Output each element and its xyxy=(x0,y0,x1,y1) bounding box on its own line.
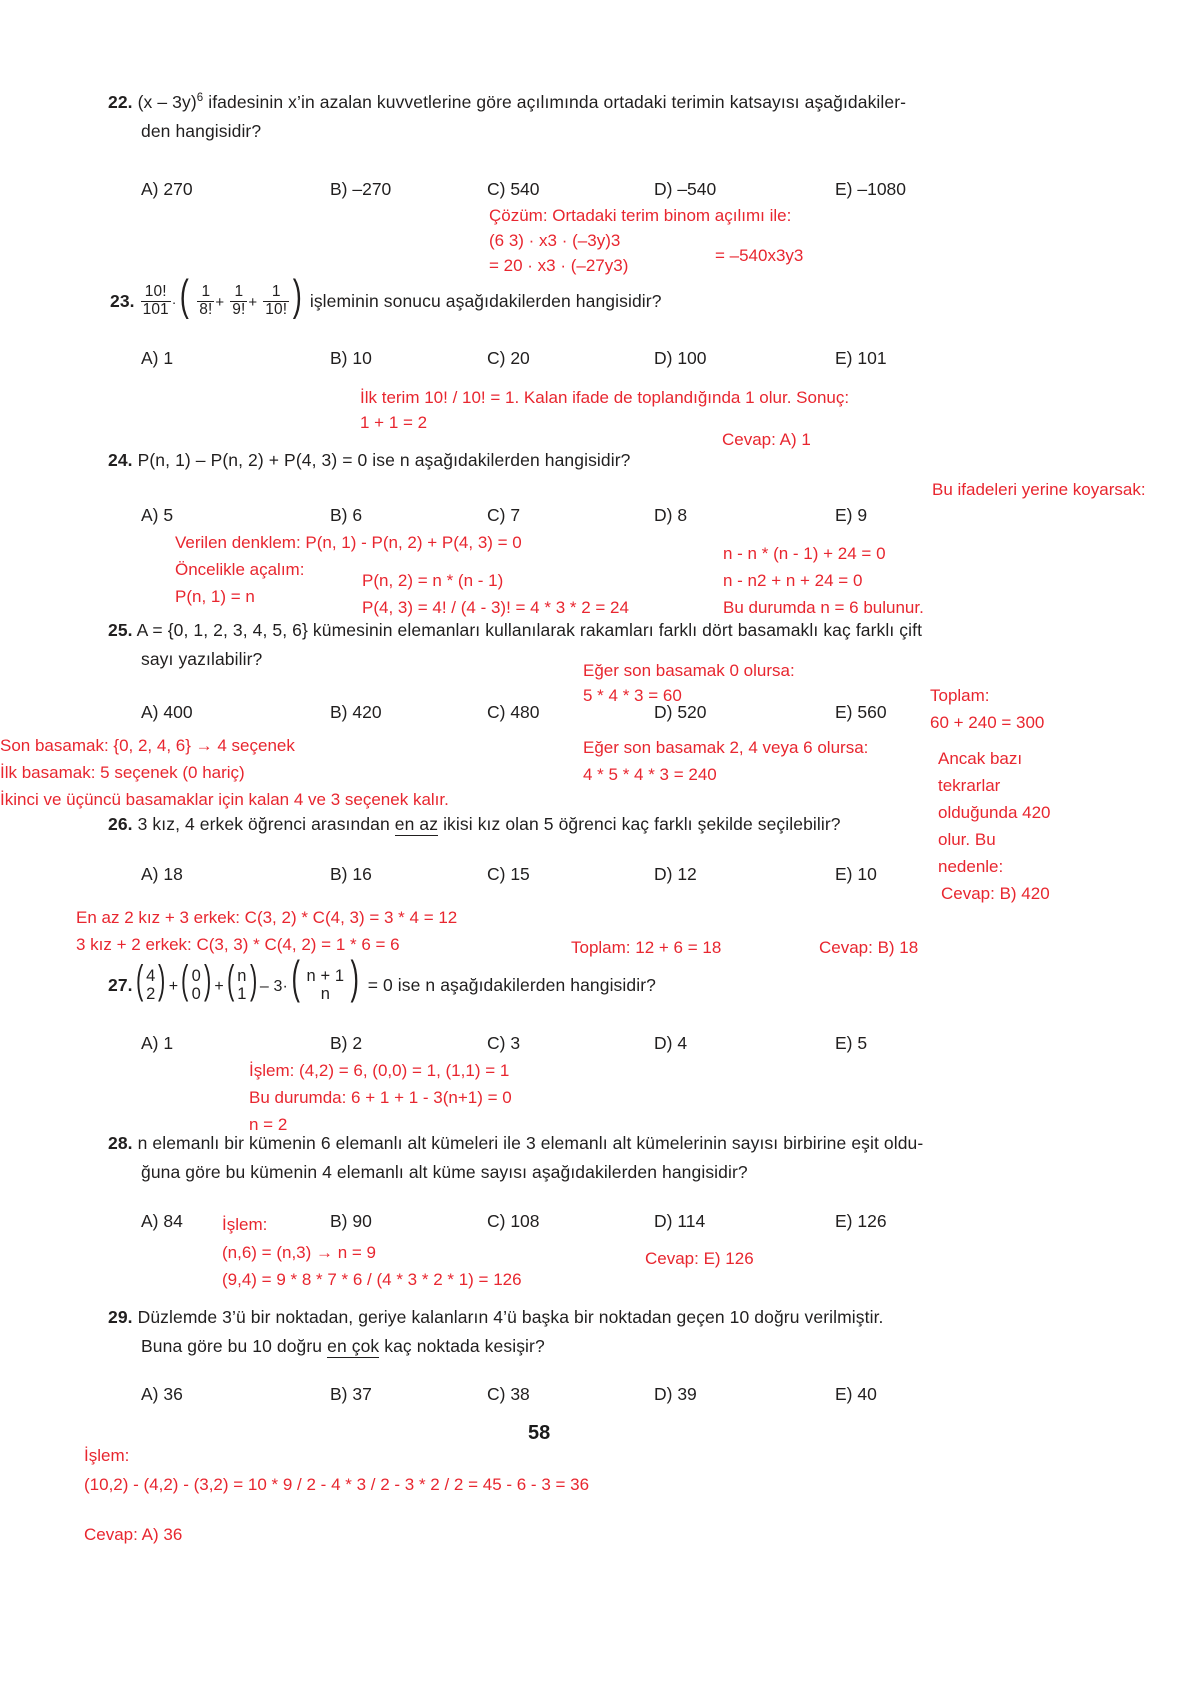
note-q24-line2: Öncelikle açalım: xyxy=(175,560,305,579)
note-q25-line1: Son basamak: {0, 2, 4, 6} → 4 seçenek xyxy=(0,736,295,755)
q27-binom-1-bottom: 2 xyxy=(146,985,156,1004)
option-22-a[interactable]: A) 270 xyxy=(141,179,193,199)
option-28-e[interactable]: E) 126 xyxy=(835,1211,887,1231)
option-29-d[interactable]: D) 39 xyxy=(654,1384,697,1404)
question-28-text-line2: ğuna göre bu kümenin 4 elemanlı alt küme sayısı aşağıdakilerden hangisidir? xyxy=(141,1162,748,1182)
q27-binom-4-bottom: n xyxy=(320,985,330,1004)
option-26-b[interactable]: B) 16 xyxy=(330,864,372,884)
question-29-emphasis: en çok xyxy=(327,1336,380,1356)
option-22-d[interactable]: D) –540 xyxy=(654,179,717,199)
q23-tail-text: işleminin sonucu aşağıdakilerden hangisidir? xyxy=(304,290,662,311)
q27-op-2: + xyxy=(214,978,224,996)
option-23-b[interactable]: B) 10 xyxy=(330,348,372,368)
option-26-e[interactable]: E) 10 xyxy=(835,864,877,884)
q23-dot-operator: · xyxy=(171,293,177,310)
question-29-text-line1: Düzlemde 3’ü bir noktadan, geriye kalanların 4’ü başka bir noktadan geçen 10 doğru verilmiştir. xyxy=(137,1307,884,1327)
note-q24-right4: Bu durumda n = 6 bulunur. xyxy=(723,598,924,617)
q27-binom-3 xyxy=(237,967,246,1004)
note-q23-line2: 1 + 1 = 2 xyxy=(360,413,428,432)
q27-binom-3-bottom: 1 xyxy=(237,985,247,1004)
option-25-d[interactable]: D) 520 xyxy=(654,702,707,722)
note-q29-answer: Cevap: A) 36 xyxy=(84,1525,183,1544)
note-q25-line3: İkinci ve üçüncü basamaklar için kalan 4 ve 3 seçenek kalır. xyxy=(0,790,449,809)
question-25 xyxy=(108,616,1028,644)
option-28-d[interactable]: D) 114 xyxy=(654,1211,706,1231)
note-q24-right1: Bu ifadeleri yerine koyarsak: xyxy=(932,480,1146,499)
option-29-c[interactable]: C) 38 xyxy=(487,1384,530,1404)
note-q22-line4: = –540x3y3 xyxy=(715,246,804,265)
q27-binom-2-top: 0 xyxy=(191,967,201,985)
question-29-text-b: kaç noktada kesişir? xyxy=(379,1336,545,1356)
note-q24-line3: P(n, 1) = n xyxy=(175,587,255,606)
q23-term-3-den: 10! xyxy=(265,300,288,318)
question-27: 27.( 4 2 ) +( 0 0 ) +( n 1 ) – 3·( n + 1 n ) = 0 ise n aşağıdakilerden hangisidir? xyxy=(108,951,656,1004)
option-27-b[interactable]: B) 2 xyxy=(330,1033,363,1053)
q27-binom-2-bottom: 0 xyxy=(191,985,201,1004)
note-q23-line1: İlk terim 10! / 10! = 1. Kalan ifade de toplandığında 1 olur. Sonuç: xyxy=(360,388,850,407)
note-q24-right2: n - n * (n - 1) + 24 = 0 xyxy=(723,544,886,563)
question-26-number: 26. xyxy=(108,814,133,834)
note-q29-label: İşlem: xyxy=(84,1446,130,1465)
question-22-text-line2: den hangisidir? xyxy=(141,121,262,141)
question-22-number: 22. xyxy=(108,92,133,112)
question-28-number: 28. xyxy=(108,1133,133,1153)
question-22-options xyxy=(0,179,1180,201)
question-24-text: P(n, 1) – P(n, 2) + P(4, 3) = 0 ise n aşağıdakilerden hangisidir? xyxy=(137,450,631,470)
question-29-text-a: Buna göre bu 10 doğru xyxy=(141,1336,328,1356)
note-q28-line3: (9,4) = 9 * 8 * 7 * 6 / (4 * 3 * 2 * 1) = 126 xyxy=(222,1270,522,1289)
option-25-e[interactable]: E) 560 xyxy=(835,702,887,722)
option-27-d[interactable]: D) 4 xyxy=(654,1033,688,1053)
question-22 xyxy=(108,88,1013,116)
option-23-a[interactable]: A) 1 xyxy=(141,348,174,368)
q23-term-2-num: 1 xyxy=(234,283,244,300)
note-q26-answer: Cevap: B) 18 xyxy=(819,938,919,957)
option-24-b[interactable]: B) 6 xyxy=(330,505,363,525)
q27-binom-1 xyxy=(146,967,155,1004)
q23-term-3 xyxy=(263,284,289,318)
question-26-emphasis: en az xyxy=(394,814,439,834)
q27-binom-3-top: n xyxy=(237,967,247,985)
question-24-options xyxy=(0,505,1180,527)
note-q27-line1: İşlem: (4,2) = 6, (0,0) = 1, (1,1) = 1 xyxy=(249,1061,510,1080)
question-28-text-line1: n elemanlı bir kümenin 6 elemanlı alt kümeleri ile 3 elemanlı alt kümelerinin sayısı birbirine eşit oldu- xyxy=(137,1133,924,1153)
q22-stem: ifadesinin x’in azalan kuvvetlerine göre açılımında ortadaki terimin katsayısı aşağıdakiler- xyxy=(203,92,907,112)
question-23: 23. $\frac{10!}{101}$ ·( $\frac{1}{8!}$ + $\frac{1}{9!}$ + $\frac{1}{10!}$ ) işleminin sonucu aşağıdakilerden hangisidir? xyxy=(110,270,662,320)
option-23-d[interactable]: D) 100 xyxy=(654,348,707,368)
option-24-a[interactable]: A) 5 xyxy=(141,505,174,525)
note-q27-line2: Bu durumda: 6 + 1 + 1 - 3(n+1) = 0 xyxy=(249,1088,512,1107)
note-q29-line2: (10,2) - (4,2) - (3,2) = 10 * 9 / 2 - 4 * 3 / 2 - 3 * 2 / 2 = 45 - 6 - 3 = 36 xyxy=(84,1475,590,1494)
option-24-d[interactable]: D) 8 xyxy=(654,505,688,525)
q23-term-2-den: 9! xyxy=(232,300,246,318)
question-28-options xyxy=(0,1211,1180,1233)
note-q25-total-label: Toplam: xyxy=(930,686,990,705)
option-28-a[interactable]: A) 84 xyxy=(141,1211,183,1231)
note-q27-line3: n = 2 xyxy=(249,1115,288,1134)
question-23-options xyxy=(0,348,1180,370)
question-26 xyxy=(108,810,1028,838)
option-26-a[interactable]: A) 18 xyxy=(141,864,183,884)
question-25-text-line2: sayı yazılabilir? xyxy=(141,649,263,669)
option-22-e[interactable]: E) –1080 xyxy=(835,179,907,199)
q23-plus-1: + xyxy=(215,293,225,311)
q27-binom-4 xyxy=(303,967,347,1004)
question-26-options xyxy=(0,864,1180,886)
q27-op-1: + xyxy=(168,978,179,996)
option-29-e[interactable]: E) 40 xyxy=(835,1384,877,1404)
note-q24-line5: P(4, 3) = 4! / (4 - 3)! = 4 * 3 * 2 = 24 xyxy=(362,598,629,617)
option-25-b[interactable]: B) 420 xyxy=(330,702,382,722)
note-q26-line2: 3 kız + 2 erkek: C(3, 3) * C(4, 2) = 1 * 6 = 6 xyxy=(76,935,400,954)
option-23-c[interactable]: C) 20 xyxy=(487,348,530,368)
note-q25-case1-calc: 5 * 4 * 3 = 60 xyxy=(583,686,682,705)
note-q25-r4: tekrarlar xyxy=(938,776,1001,795)
option-24-c[interactable]: C) 7 xyxy=(487,505,521,525)
option-24-e[interactable]: E) 9 xyxy=(835,505,868,525)
q23-term-1 xyxy=(197,284,214,318)
question-24-number: 24. xyxy=(108,450,133,470)
option-29-b[interactable]: B) 37 xyxy=(330,1384,372,1404)
q27-op-3: – 3· xyxy=(259,978,288,996)
note-q22-line2: (6 3) · x3 · (–3y)3 xyxy=(489,231,621,250)
q27-binom-2 xyxy=(192,967,201,1004)
q23-term-3-num: 1 xyxy=(271,283,281,300)
q23-term-1-den: 8! xyxy=(199,300,213,318)
note-q22-line1: Çözüm: Ortadaki terim binom açılımı ile: xyxy=(489,206,792,225)
note-q25-r5: olduğunda 420 xyxy=(938,803,1051,822)
q23-main-fraction xyxy=(141,284,171,318)
question-25-number: 25. xyxy=(108,620,133,640)
question-29-text-line2 xyxy=(141,1332,545,1360)
option-25-c[interactable]: C) 480 xyxy=(487,702,540,722)
question-29-options xyxy=(0,1384,1180,1406)
option-29-a[interactable]: A) 36 xyxy=(141,1384,183,1404)
note-q25-total-calc: 60 + 240 = 300 xyxy=(930,713,1045,732)
option-27-c[interactable]: C) 3 xyxy=(487,1033,521,1053)
note-q24-right3: n - n2 + n + 24 = 0 xyxy=(723,571,863,590)
note-q24-line1: Verilen denklem: P(n, 1) - P(n, 2) + P(4, 3) = 0 xyxy=(175,533,522,552)
question-28 xyxy=(108,1129,1048,1157)
q27-binom-1-top: 4 xyxy=(146,967,156,985)
note-q25-r7: nedenle: xyxy=(938,857,1004,876)
note-q25-case2-calc: 4 * 5 * 4 * 3 = 240 xyxy=(583,765,717,784)
option-27-e[interactable]: E) 5 xyxy=(835,1033,868,1053)
question-29 xyxy=(108,1303,1048,1331)
question-26-text-b: ikisi kız olan 5 öğrenci kaç farklı şekilde seçilebilir? xyxy=(438,814,841,834)
note-q26-line1: En az 2 kız + 3 erkek: C(3, 2) * C(4, 3) = 3 * 4 = 12 xyxy=(76,908,458,927)
note-q22-line3: = 20 · x3 · (–27y3) xyxy=(489,256,629,275)
note-q25-line2: İlk basamak: 5 seçenek (0 hariç) xyxy=(0,763,245,782)
note-q26-total: Toplam: 12 + 6 = 18 xyxy=(571,938,722,957)
note-q25-case1-label: Eğer son basamak 0 olursa: xyxy=(583,661,795,680)
option-28-c[interactable]: C) 108 xyxy=(487,1211,540,1231)
note-q25-answer: Cevap: B) 420 xyxy=(941,884,1050,903)
option-22-c[interactable]: C) 540 xyxy=(487,179,540,199)
q27-binom-4-top: n + 1 xyxy=(306,967,345,985)
note-q28-label: İşlem: xyxy=(222,1215,268,1234)
option-22-b[interactable]: B) –270 xyxy=(330,179,392,199)
q22-expr-base: (x – 3y) xyxy=(137,92,197,112)
option-28-b[interactable]: B) 90 xyxy=(330,1211,372,1231)
page-number: 58 xyxy=(528,1422,551,1444)
question-24 xyxy=(108,446,1008,474)
q23-fraction-numerator: 10! xyxy=(144,283,167,300)
note-q28-line2: (n,6) = (n,3) → n = 9 xyxy=(222,1243,377,1262)
q23-term-1-num: 1 xyxy=(201,283,211,300)
question-26-text-a: 3 kız, 4 erkek öğrenci arasından xyxy=(137,814,395,834)
option-25-a[interactable]: A) 400 xyxy=(141,702,193,722)
option-27-a[interactable]: A) 1 xyxy=(141,1033,174,1053)
question-23-number: 23. xyxy=(110,290,135,311)
note-q28-answer: Cevap: E) 126 xyxy=(645,1249,754,1268)
question-29-number: 29. xyxy=(108,1307,133,1327)
option-26-d[interactable]: D) 12 xyxy=(654,864,697,884)
note-q25-case2-label: Eğer son basamak 2, 4 veya 6 olursa: xyxy=(583,738,869,757)
question-27-options xyxy=(0,1033,1180,1055)
option-26-c[interactable]: C) 15 xyxy=(487,864,530,884)
note-q25-r6: olur. Bu xyxy=(938,830,996,849)
q23-term-2 xyxy=(230,284,247,318)
q22-expr-exponent: 6 xyxy=(196,92,204,105)
note-q24-line4: P(n, 2) = n * (n - 1) xyxy=(362,571,504,590)
question-22-text-line1 xyxy=(138,92,907,112)
q23-plus-2: + xyxy=(248,293,258,311)
question-25-text-line1: A = {0, 1, 2, 3, 4, 5, 6} kümesinin elemanları kullanılarak rakamları farklı dört basamaklı kaç farklı çift xyxy=(136,620,923,640)
note-q25-r3: Ancak bazı xyxy=(938,749,1023,768)
q27-tail-text: = 0 ise n aşağıdakilerden hangisidir? xyxy=(362,975,656,996)
note-q23-answer: Cevap: A) 1 xyxy=(722,430,811,449)
question-27-number: 27. xyxy=(108,975,133,996)
option-23-e[interactable]: E) 101 xyxy=(835,348,887,368)
q23-fraction-denominator: 101 xyxy=(142,300,169,318)
